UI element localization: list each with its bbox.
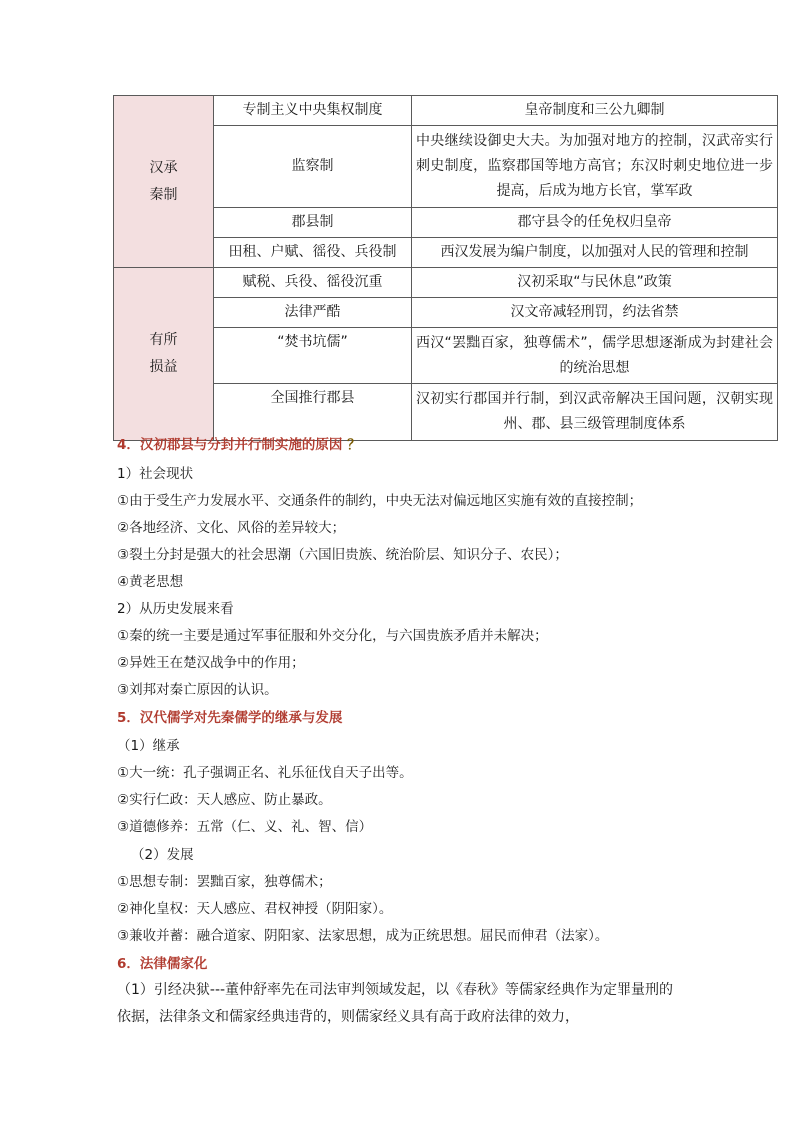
table-cell: 郡县制 [214, 208, 412, 238]
list-item: ③刘邦对秦亡原因的认识。 [117, 682, 278, 698]
list-item: ①大一统：孔子强调正名、礼乐征伐自天子出等。 [117, 765, 413, 781]
table-cell: 法律严酷 [214, 298, 412, 328]
group-label-line: 损益 [149, 359, 178, 375]
table-cell: 赋税、兵役、徭役沉重 [214, 268, 412, 298]
paragraph-line: 依据，法律条文和儒家经典违背的，则儒家经义具有高于政府法律的效力， [117, 1009, 579, 1025]
heading-text: 4．汉初郡县与分封并行制实施的原因 [117, 437, 343, 453]
list-item: ①由于受生产力发展水平、交通条件的制约，中央无法对偏远地区实施有效的直接控制； [117, 493, 643, 509]
list-item: ②各地经济、文化、风俗的差异较大； [117, 520, 346, 536]
table-cell: 皇帝制度和三公九卿制 [412, 96, 778, 126]
question-mark: ？ [347, 437, 361, 453]
list-item: ②神化皇权：天人感应、君权神授（阴阳家）。 [117, 901, 393, 917]
list-item: ④黄老思想 [117, 574, 184, 590]
section-4-heading [117, 433, 361, 453]
table-cell: 郡守县令的任免权归皇帝 [412, 208, 778, 238]
subheading: （1）继承 [117, 738, 180, 754]
table-row [114, 328, 778, 384]
table-cell: 汉文帝减轻刑罚，约法省禁 [412, 298, 778, 328]
group-label-inheritance [114, 96, 214, 268]
list-item: ③道德修养：五常（仁、义、礼、智、信） [117, 819, 373, 835]
table-cell: 全国推行郡县 [214, 384, 412, 441]
table-cell: 专制主义中央集权制度 [214, 96, 412, 126]
table-cell: 汉初采取“与民休息”政策 [412, 268, 778, 298]
group-label-line: 有所 [149, 332, 178, 348]
table-cell: 中央继续设御史大夫。为加强对地方的控制，汉武帝实行刺史制度，监察郡国等地方高官；东汉时刺史地位进一步提高，后成为地方长官，掌军政 [412, 126, 778, 208]
table-row [114, 268, 778, 298]
table-cell: “焚书坑儒” [214, 328, 412, 384]
list-item: ③裂土分封是强大的社会思潮（六国旧贵族、统治阶层、知识分子、农民）； [117, 547, 568, 563]
paragraph-line: （1）引经决狱---董仲舒率先在司法审判领域发起，以《春秋》等儒家经典作为定罪量刑的 [117, 982, 674, 998]
table-cell: 监察制 [214, 126, 412, 208]
table-cell: 田租、户赋、徭役、兵役制 [214, 238, 412, 268]
table-row [114, 96, 778, 126]
table-row [114, 384, 778, 441]
table-cell: 西汉“罢黜百家，独尊儒术”，儒学思想逐渐成为封建社会的统治思想 [412, 328, 778, 384]
list-item: ②实行仁政：天人感应、防止暴政。 [117, 792, 332, 808]
subheading: 1）社会现状 [117, 466, 194, 482]
list-item: ①秦的统一主要是通过军事征服和外交分化，与六国贵族矛盾并未解决； [117, 628, 548, 644]
list-item: ①思想专制：罢黜百家，独尊儒术； [117, 874, 332, 890]
group-label-line: 秦制 [149, 186, 178, 203]
table-row [114, 298, 778, 328]
subheading: （2）发展 [131, 847, 194, 863]
section-5-heading: 5．汉代儒学对先秦儒学的继承与发展 [117, 710, 343, 726]
list-item: ③兼收并蓄：融合道家、阴阳家、法家思想，成为正统思想。屈民而伸君（法家）。 [117, 928, 609, 944]
subheading: 2）从历史发展来看 [117, 601, 234, 617]
table-row [114, 208, 778, 238]
table-row [114, 238, 778, 268]
section-6-heading: 6．法律儒家化 [117, 956, 208, 972]
list-item: ②异姓王在楚汉战争中的作用； [117, 655, 305, 671]
group-label-line: 汉承 [149, 159, 178, 176]
table-cell: 汉初实行郡国并行制，到汉武帝解决王国问题，汉朝实现州、郡、县三级管理制度体系 [412, 384, 778, 441]
group-label-modification [114, 268, 214, 441]
comparison-table [113, 95, 778, 441]
table-cell: 西汉发展为编户制度，以加强对人民的管理和控制 [412, 238, 778, 268]
table-row [114, 126, 778, 208]
